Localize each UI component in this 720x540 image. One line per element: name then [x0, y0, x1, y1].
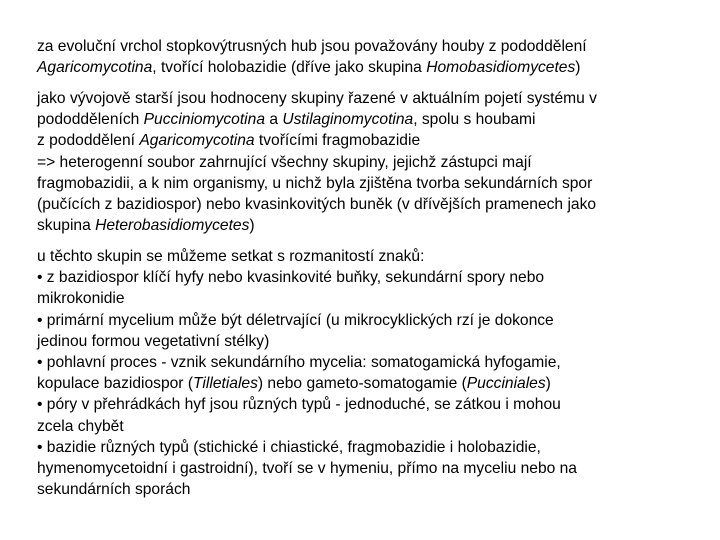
- text-segment: ): [545, 375, 551, 393]
- text-segment: pododděleních: [37, 111, 144, 129]
- text-line: [37, 57, 709, 78]
- text-line: za evoluční vrchol stopkovýtrusných hub jsou považovány houby z pododdělení: [37, 38, 587, 55]
- text-line: hymenomycetoidní i gastroidní), tvoří se v hymeniu, přímo na myceliu nebo na: [37, 460, 577, 478]
- taxon-name: Pucciniomycotina: [143, 111, 265, 129]
- taxon-name: Pucciniales: [466, 375, 546, 393]
- text-line: sekundárních sporách: [37, 481, 191, 499]
- taxon-name: Ustilaginomycotina: [282, 111, 414, 129]
- paragraph-older-groups: [37, 88, 709, 236]
- paragraph-character-diversity: [37, 246, 709, 500]
- taxon-name: Tilletiales: [193, 375, 258, 393]
- text-line: mikrokonidie: [37, 290, 125, 308]
- text-segment: tvořícími fragmobazidie: [254, 132, 421, 150]
- text-line: u těchto skupin se můžeme setkat s rozmanitostí znaků:: [37, 248, 425, 265]
- text-segment: a: [265, 111, 283, 129]
- text-line: (pučících z bazidiospor) nebo kvasinkovitých buněk (v dřívějších pramenech jako: [37, 196, 597, 214]
- taxon-name: Agaricomycotina: [37, 59, 153, 77]
- text-line: [37, 109, 709, 130]
- bullet-line: • pohlavní proces - vznik sekundárního mycelia: somatogamická hyfogamie,: [37, 354, 561, 372]
- text-line: => heterogenní soubor zahrnující všechny skupiny, jejichž zástupci mají: [37, 153, 532, 171]
- text-segment: skupina: [37, 217, 96, 235]
- text-line: [37, 130, 709, 151]
- text-line: [37, 373, 709, 394]
- text-segment: , spolu s houbami: [413, 111, 536, 129]
- paragraph-agaricomycotina: [37, 36, 709, 78]
- bullet-line: • bazidie různých typů (stichické i chiastické, fragmobazidie i holobazidie,: [37, 438, 541, 456]
- bullet-line: • z bazidiospor klíčí hyfy nebo kvasinkovité buňky, sekundární spory nebo: [37, 269, 545, 287]
- text-line: jedinou formou vegetativní stélky): [37, 332, 270, 350]
- text-segment: ) nebo gameto-somatogamie (: [257, 375, 467, 393]
- text-segment: ): [249, 217, 255, 235]
- text-segment: , tvořící holobazidie (dříve jako skupina: [152, 59, 427, 77]
- taxon-name: Agaricomycotina: [139, 132, 255, 150]
- text-line: fragmobazidii, a k nim organismy, u nichž byla zjištěna tvorba sekundárních spor: [37, 174, 593, 192]
- text-line: jako vývojově starší jsou hodnoceny skupiny řazené v aktuálním pojetí systému v: [37, 90, 597, 107]
- text-segment: kopulace bazidiospor (: [37, 375, 194, 393]
- text-segment: ): [575, 59, 581, 77]
- taxon-name: Homobasidiomycetes: [426, 59, 576, 77]
- bullet-line: • primární mycelium může být déletrvající (u mikrocyklických rzí je dokonce: [37, 311, 554, 329]
- text-segment: z pododdělení: [37, 132, 140, 150]
- text-line: [37, 215, 709, 236]
- bullet-line: • póry v přehrádkách hyf jsou různých typů - jednoduché, se zátkou i mohou: [37, 396, 561, 414]
- taxon-name: Heterobasidiomycetes: [95, 217, 250, 235]
- text-line: zcela chybět: [37, 417, 124, 435]
